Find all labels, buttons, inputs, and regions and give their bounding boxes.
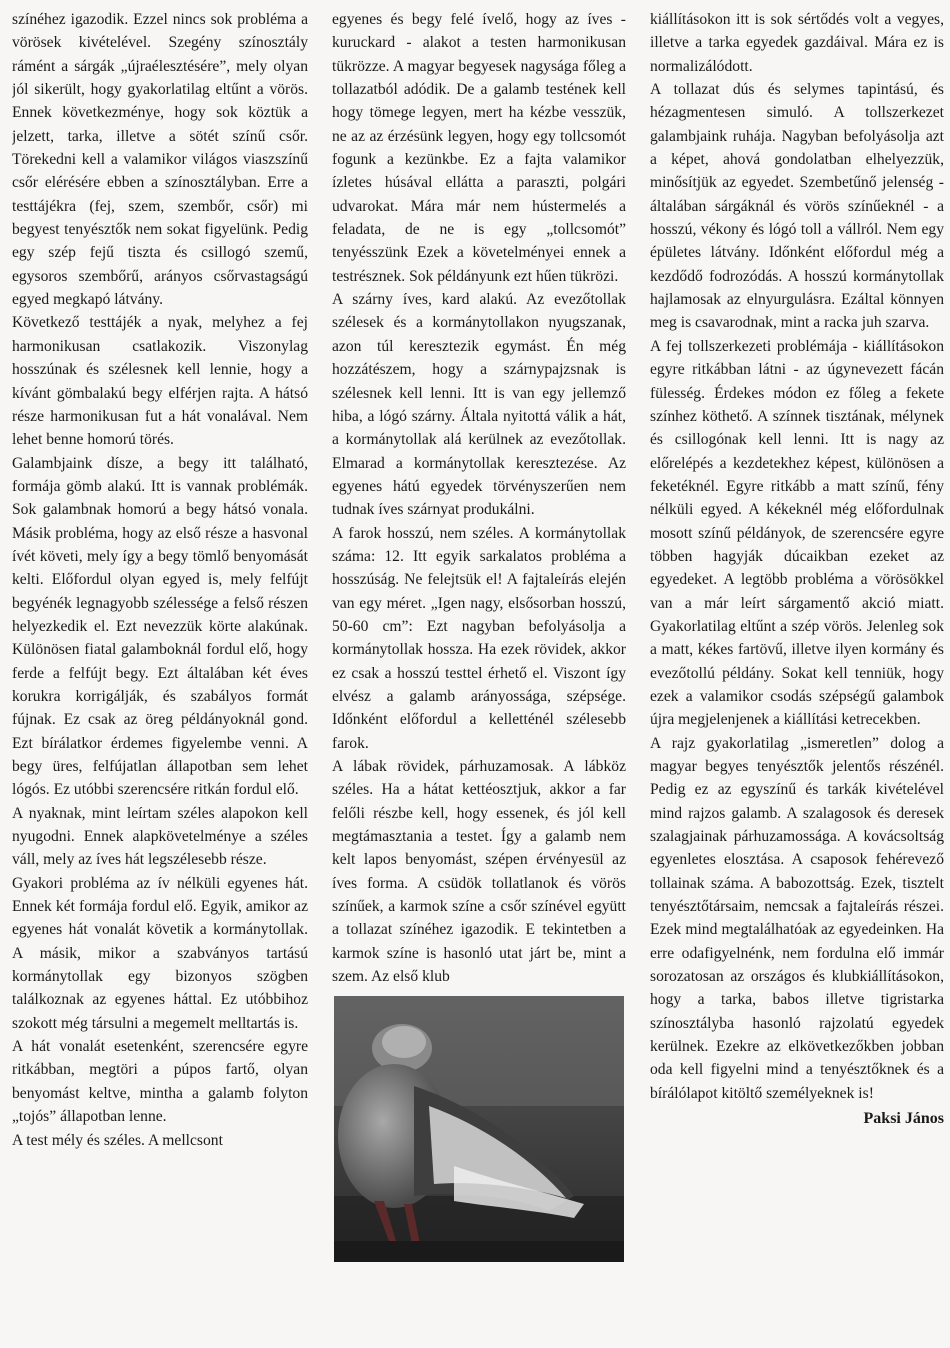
paragraph: A nyaknak, mint leírtam széles alapokon kell nyugodni. Ennek alapkövetelménye a széles váll, mely az íves hát legszélesebb része.	[12, 804, 308, 869]
pigeon-photo	[334, 996, 624, 1262]
column-middle	[332, 8, 626, 1338]
paragraph: kiállításokon itt is sok sértődés volt a vegyes, illetve a tarka egyedek gazdáival. Mára ez is normalizálódott.	[650, 11, 944, 75]
paragraph: A lábak rövidek, párhuzamosak. A lábköz széles. Ha a hátat kettéosztjuk, akkor a far felőli részbe kell, hogy essenek, és jól kell megtámasztania a testet. Így a galamb nem kelt lapos benyomást, szépen érvényesül az íves forma. A csüdök tollatlanok és vörös színűek, a karmok színe a csőr színével együtt a tollazat színéhez igazodik. E tekintetben a karmok színe is hasonló utat járt be, mint a szem. Az első klub	[332, 758, 626, 986]
paragraph: Gyakori probléma az ív nélküli egyenes hát. Ennek két formája fordul elő. Egyik, amikor az egyenes hát vonalát követik a kormánytollak. A másik, mikor a szabványos tartású kormánytollak egy bizonyos szögben találkoznak az egyenes háttal. Ez utóbbihoz szokott még társulni a megemelt melltartás is.	[12, 874, 308, 1032]
paragraph: színéhez igazodik. Ezzel nincs sok probléma a vörösek kivételével. Szegény színosztály rámént a sárgák „újraélesztésére”, mely olyan jól sikerült, hogy gyakorlatilag eltűnt a vörös. Ennek következménye, hogy sok köztük a jelzett, tarka, illetve a sötét színű csőr. Törekedni kell a valamikor világos viaszszínű csőr elérésére ebben a színosztályban. Erre a testtájékra (fej, szem, szembőr, csőr) mi begyest tenyésztők nem sokat figyelünk. Pedig egy szép fejű tiszta és csillogó szemű, egysoros szembőrű, arányos csőrvastagságú egyed megkapó látvány.	[12, 11, 308, 309]
paragraph: A farok hosszú, nem széles. A kormánytollak száma: 12. Itt egyik sarkalatos probléma a hosszúság. Ne felejtsük el! A fajtaleírás elején van egy méret. „Igen nagy, elsősorban hosszú, 50-60 cm”: Ezt nagyban befolyásolja a kormánytollak hossza. Ha ezek rövidek, akkor ez csak a hosszú testtel érhető el. Viszont így elvész a galamb arányossága, szépsége. Időnként előfordul a kelletténél szélesebb farok.	[332, 524, 626, 752]
paragraph: A szárny íves, kard alakú. Az evezőtollak szélesek és a kormánytollakon nyugszanak, azon túl keresztezik egymást. Én még hozzátészem, hogy a szárnypajzsnak is szélesnek kell lenni. Itt is van egy jellemző hiba, a lógó szárny. Általa nyitottá válik a hát, a kormánytollak alá kerülnek az evezőtollak. Elmarad a kormánytollak keresztezése. Az egyenes hátú egyedek törvényszerűen nem tudnak íves szárnyat produkálni.	[332, 291, 626, 519]
paragraph: egyenes és begy felé ívelő, hogy az íves - kuruckard - alakot a testen harmonikusan tükrözze. A magyar begyesek nagysága főleg a tollazatból adódik. De a galamb testének kell hogy tömege legyen, mert ha kézbe vesszük, ne az az érzésünk legyen, hogy egy tollcsomót fogunk a kezünkbe. Ez a fajta valamikor ízletes húsával ellátta a paraszti, polgári udvarokat. Mára már nem hústermelés a feladata, de ne is egy „tollcsomót” tenyésszünk Ezek a követelményei ennek a testrésznek. Sok példányunk ezt hűen tükrözi.	[332, 11, 626, 285]
pigeon-photo-illustration	[334, 996, 624, 1262]
paragraph: A fej tollszerkezeti problémája - kiállításokon egyre ritkábban látni - az úgynevezett fácán fülesség. Érdekes módon ez főleg a fekete színhez köthető. A színnek tisztának, mélynek és csillogónak kell lenni. Itt is nagy az előrelépés a kezdetekhez képest, különösen a feketéknél. Egyre ritkább a matt színű, fény nélküli egyed. A kékeknél még előfordulnak mosott színű példányok, de szerencsére egyre többen hagyják dúcaikban ezeket az egyedeket. A legtöbb probléma a vörösökkel van a már leírt sárgamentő akció miatt. Gyakorlatilag eltűnt a szép vörös. Jelenleg sok a matt, kékes fartövű, illetve ilyen kormány és evezőtollú példány. Sokat kell tenniük, hogy ezek a valamikor csodás szépségű galambok újra megjelenjenek a kiállítási ketrecekben.	[650, 337, 944, 729]
column-right	[650, 8, 944, 1338]
paragraph: A tollazat dús és selymes tapintású, és hézagmentesen simuló. A tollszerkezet galambjaink ruhája. Nagyban befolyásolja azt a képet, ahová gondolatban elhelyezzük, minősítjük az egyedet. Szembetűnő jelenség - általában sárgáknál és vörös színűeknél - a hosszú, vékony és lógó toll a vállról. Nem egy épületes látvány. Időnként előfordul még a kezdődő fodrozódás. A hosszú kormánytollak hajlamosak az elnyurgulásra. Ezáltal könnyen meg is csavarodnak, mint a racka juh szarva.	[650, 81, 944, 332]
paragraph: A hát vonalát esetenként, szerencsére egyre ritkábban, megtöri a púpos fartő, olyan benyomást keltve, mintha a galamb folyton „tojós” állapotban lenne.	[12, 1038, 308, 1126]
paragraph: A test mély és széles. A mellcsont	[12, 1131, 223, 1149]
author-signature: Paksi János	[863, 1110, 944, 1128]
paragraph: Galambjaink dísze, a begy itt található, formája gömb alakú. Itt is vannak problémák. Sok galambnak homorú a begy hátsó vonala. Másik probléma, hogy az első része a hasvonal ívét követi, mely így a begy tömlő benyomását kelti. Előfordul olyan egyed is, mely felfújt begyénék legnagyobb szélessége a felső részen helyezkedik el. Ezt nevezzük körte alakúnak. Különösen fiatal galamboknál fordul elő, hogy ferde a felfújt begy. Ezt általában két éves korukra korrigálják, és szabályos formát fújnak. Ez csak az öreg példányoknál gond. Ezt bírálatkor érdemes figyelembe venni. A begy üres, felfújatlan állapotban sem lehet lógós. Ez utóbbi szerencsére ritkán fordul elő.	[12, 454, 308, 799]
paragraph: A rajz gyakorlatilag „ismeretlen” dolog a magyar begyes tenyésztők jelentős részénél. Pedig ez az egyszínű és tarkák kivételével mind rajzos galamb. A szalagosok és deresek szalagjainak párhuzamossága. A kovácsoltság egyenletes elosztása. A csaposok fehérevező tollainak száma. A babozottság. Ezek, tisztelt tenyésztőtársaim, nemcsak a fajtaleírás részei. Ezek mind megtalálhatóak az egyedeinken. Ha erre odafigyelnénk, nem fordulna elő immár sorozatosan az országos és klubkiállításokon, hogy a tarka, babos illetve tigristarka színosztályba hasonló rajzolatú egyedek kerülnek. Ezekre az elkövetkezőkben jobban oda kell figyelni mind a tenyésztőknek és a bírálólapot kitöltő személyeknek is!	[650, 734, 944, 1102]
paragraph: Következő testtájék a nyak, melyhez a fej harmonikusan csatlakozik. Viszonylag hosszúnak és szélesnek kell lennie, hogy a kívánt gömbalakú begy elférjen rajta. A hátsó része harmonikusan fut a hát vonalával. Nem lehet benne homorú törés.	[12, 314, 308, 449]
column-left	[12, 8, 308, 1338]
